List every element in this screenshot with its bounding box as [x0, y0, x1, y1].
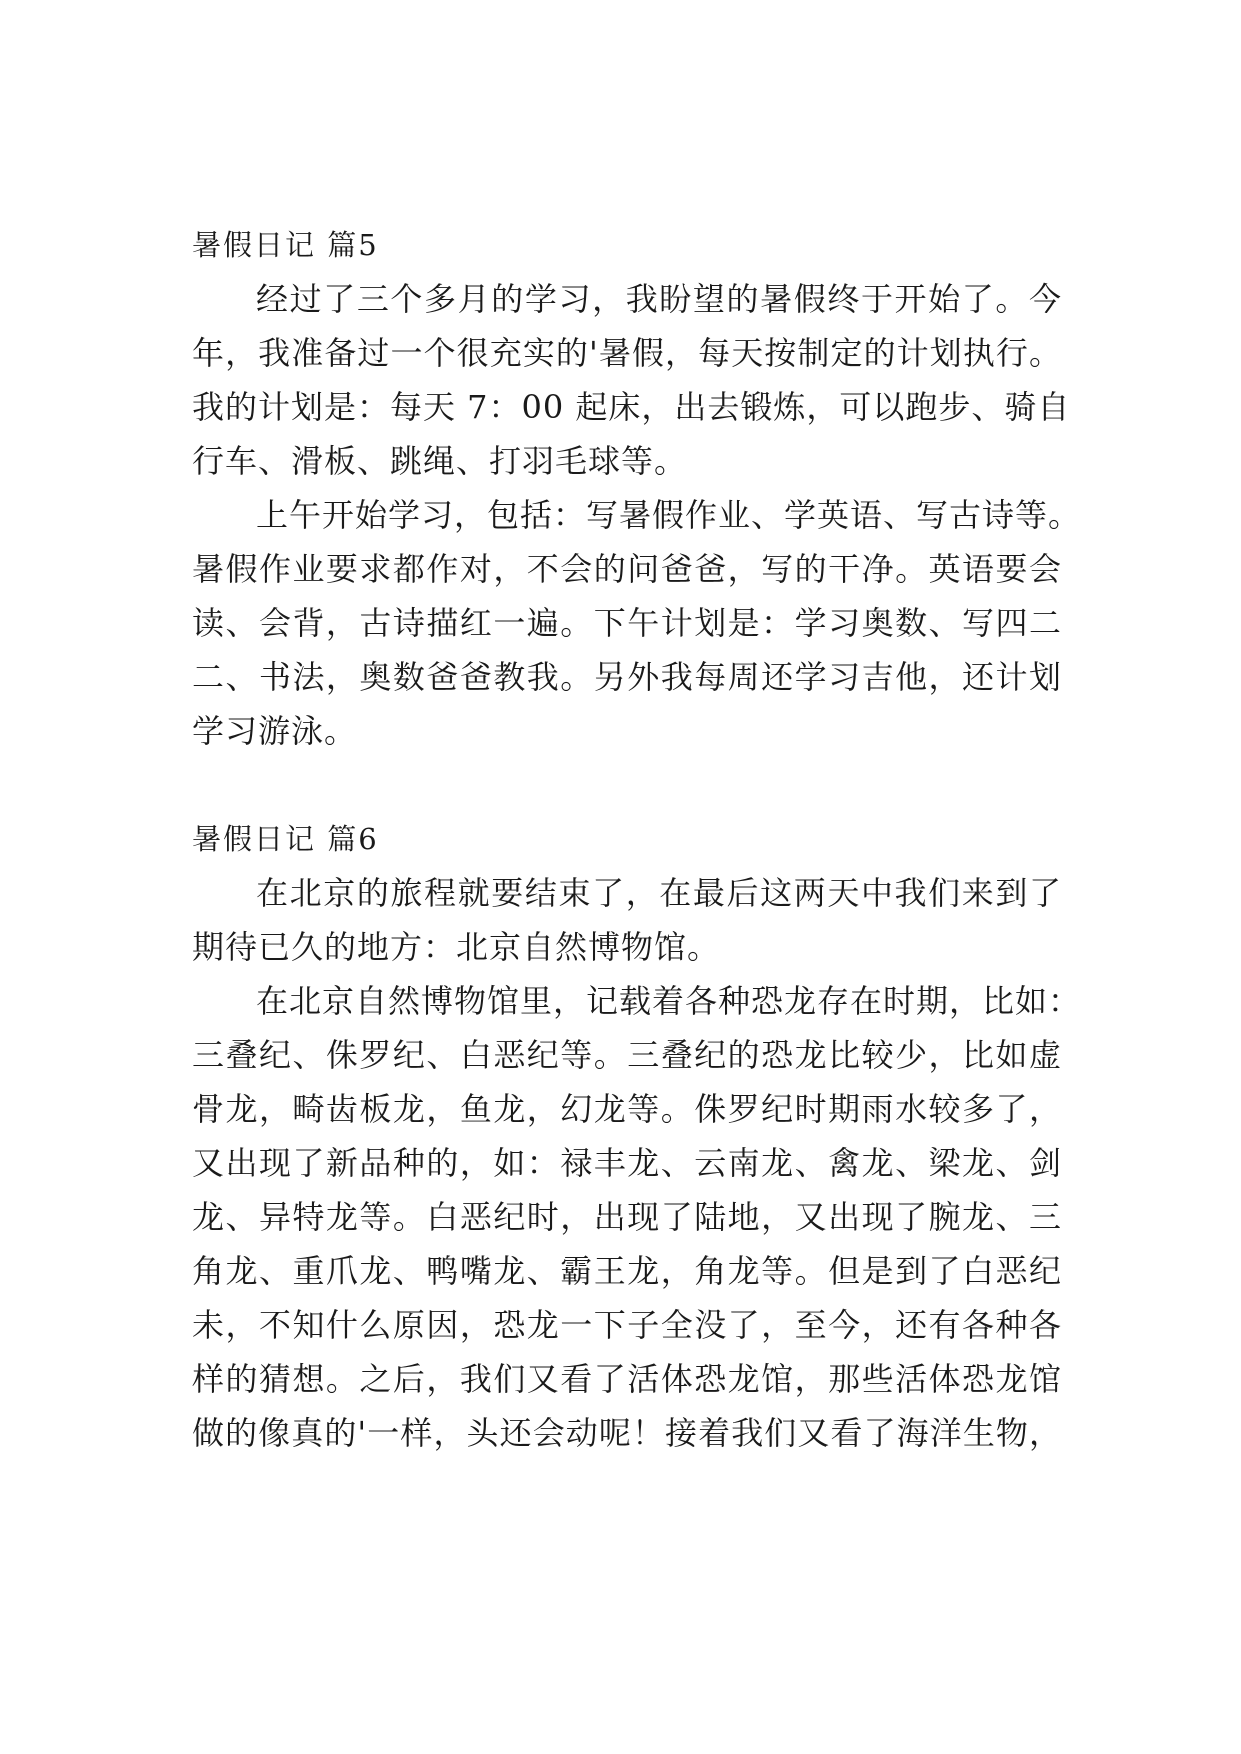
- paragraph-line: 二、书法，奥数爸爸教我。另外我每周还学习吉他，还计划: [192, 658, 1062, 696]
- section-title-5: 暑假日记 篇5: [192, 228, 379, 262]
- paragraph-line: 又出现了新品种的，如：禄丰龙、云南龙、禽龙、梁龙、剑: [192, 1144, 1062, 1182]
- paragraph-line: 经过了三个多月的学习，我盼望的暑假终于开始了。今: [256, 280, 1062, 318]
- paragraph-line: 在北京自然博物馆里，记载着各种恐龙存在时期，比如：: [256, 982, 1082, 1020]
- paragraph-line: 暑假作业要求都作对，不会的问爸爸，写的干净。英语要会: [192, 550, 1062, 588]
- paragraph-line: 三叠纪、侏罗纪、白恶纪等。三叠纪的恐龙比较少，比如虚: [192, 1036, 1062, 1074]
- section-title-6: 暑假日记 篇6: [192, 822, 379, 856]
- paragraph-line: 我的计划是：每天 7：00 起床，出去锻炼，可以跑步、骑自: [192, 388, 1071, 426]
- paragraph-line: 做的像真的'一样，头还会动呢！接着我们又看了海洋生物，: [192, 1414, 1062, 1452]
- paragraph-line: 样的猜想。之后，我们又看了活体恐龙馆，那些活体恐龙馆: [192, 1360, 1062, 1398]
- section-gap: [192, 758, 1062, 812]
- paragraph-line: 期待已久的地方：北京自然博物馆。: [192, 928, 721, 966]
- paragraph-line: 年，我准备过一个很充实的'暑假，每天按制定的计划执行。: [192, 334, 1062, 372]
- paragraph-line: 骨龙，畸齿板龙，鱼龙，幻龙等。侏罗纪时期雨水较多了，: [192, 1090, 1062, 1128]
- paragraph-line: 学习游泳。: [192, 712, 358, 750]
- paragraph-line: 上午开始学习，包括：写暑假作业、学英语、写古诗等。: [256, 496, 1082, 534]
- paragraph-line: 读、会背，古诗描红一遍。下午计划是：学习奥数、写四二: [192, 604, 1062, 642]
- paragraph-line: 行车、滑板、跳绳、打羽毛球等。: [192, 442, 688, 480]
- paragraph-line: 龙、异特龙等。白恶纪时，出现了陆地，又出现了腕龙、三: [192, 1198, 1062, 1236]
- document-page: [192, 218, 1082, 1460]
- paragraph-line: 未，不知什么原因，恐龙一下子全没了，至今，还有各种各: [192, 1306, 1062, 1344]
- paragraph-line: 角龙、重爪龙、鸭嘴龙、霸王龙，角龙等。但是到了白恶纪: [192, 1252, 1062, 1290]
- paragraph-line: 在北京的旅程就要结束了，在最后这两天中我们来到了: [256, 874, 1062, 912]
